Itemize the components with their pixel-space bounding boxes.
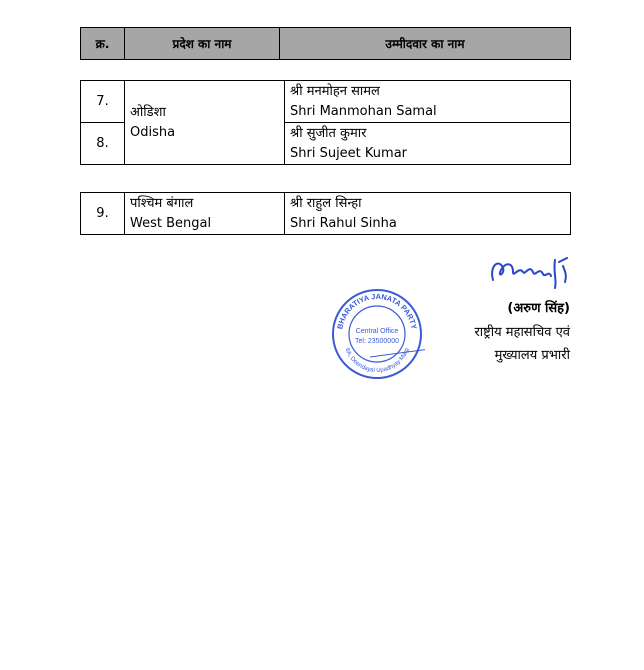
header-state: प्रदेश का नाम xyxy=(125,28,280,60)
candidate-table-odisha xyxy=(80,80,571,165)
signatory-title-line2: मुख्यालय प्रभारी xyxy=(494,348,570,363)
svg-text:BHARATIYA JANATA PARTY xyxy=(335,292,418,330)
svg-text:6A, Deendayal Upadhyay Marg xyxy=(344,347,411,374)
state-name-english: West Bengal xyxy=(130,215,212,231)
seal-text-bottom: 6A, Deendayal Upadhyay Marg xyxy=(343,347,411,375)
serial-number: 8. xyxy=(81,123,125,165)
party-seal-stamp xyxy=(330,287,425,382)
seal-center-line1: Central Office xyxy=(355,328,399,335)
serial-number: 9. xyxy=(81,193,125,235)
candidate-name-hindi: श्री मनमोहन सामल xyxy=(290,84,380,99)
candidate-cell xyxy=(285,81,571,123)
candidate-table-west-bengal xyxy=(80,192,571,235)
candidate-name-english: Shri Sujeet Kumar xyxy=(290,146,407,161)
signatory-name: (अरुण सिंह) xyxy=(507,301,570,316)
header-candidate: उम्मीदवार का नाम xyxy=(280,28,571,60)
state-cell xyxy=(125,81,285,165)
candidate-cell xyxy=(285,193,571,235)
state-name-english: Odisha xyxy=(130,124,176,140)
candidate-name-english: Shri Manmohan Samal xyxy=(290,104,437,119)
seal-text-top: BHARATIYA JANATA PARTY xyxy=(335,291,419,330)
table-row xyxy=(81,81,571,123)
state-cell xyxy=(125,193,285,235)
header-table xyxy=(80,27,571,60)
seal-center-line2: Tel: 23500000 xyxy=(355,338,399,345)
handwritten-signature xyxy=(485,252,580,294)
candidate-name-hindi: श्री सुजीत कुमार xyxy=(290,126,367,141)
table-row xyxy=(81,193,571,235)
state-name-hindi: ओडिशा xyxy=(130,104,166,120)
serial-number: 7. xyxy=(81,81,125,123)
state-name-hindi: पश्चिम बंगाल xyxy=(130,195,194,211)
candidate-name-english: Shri Rahul Sinha xyxy=(290,216,397,231)
candidate-name-hindi: श्री राहुल सिन्हा xyxy=(290,196,362,211)
signatory-title-line1: राष्ट्रीय महासचिव एवं xyxy=(474,325,570,340)
header-sno: क्र. xyxy=(81,28,125,60)
candidate-cell xyxy=(285,123,571,165)
